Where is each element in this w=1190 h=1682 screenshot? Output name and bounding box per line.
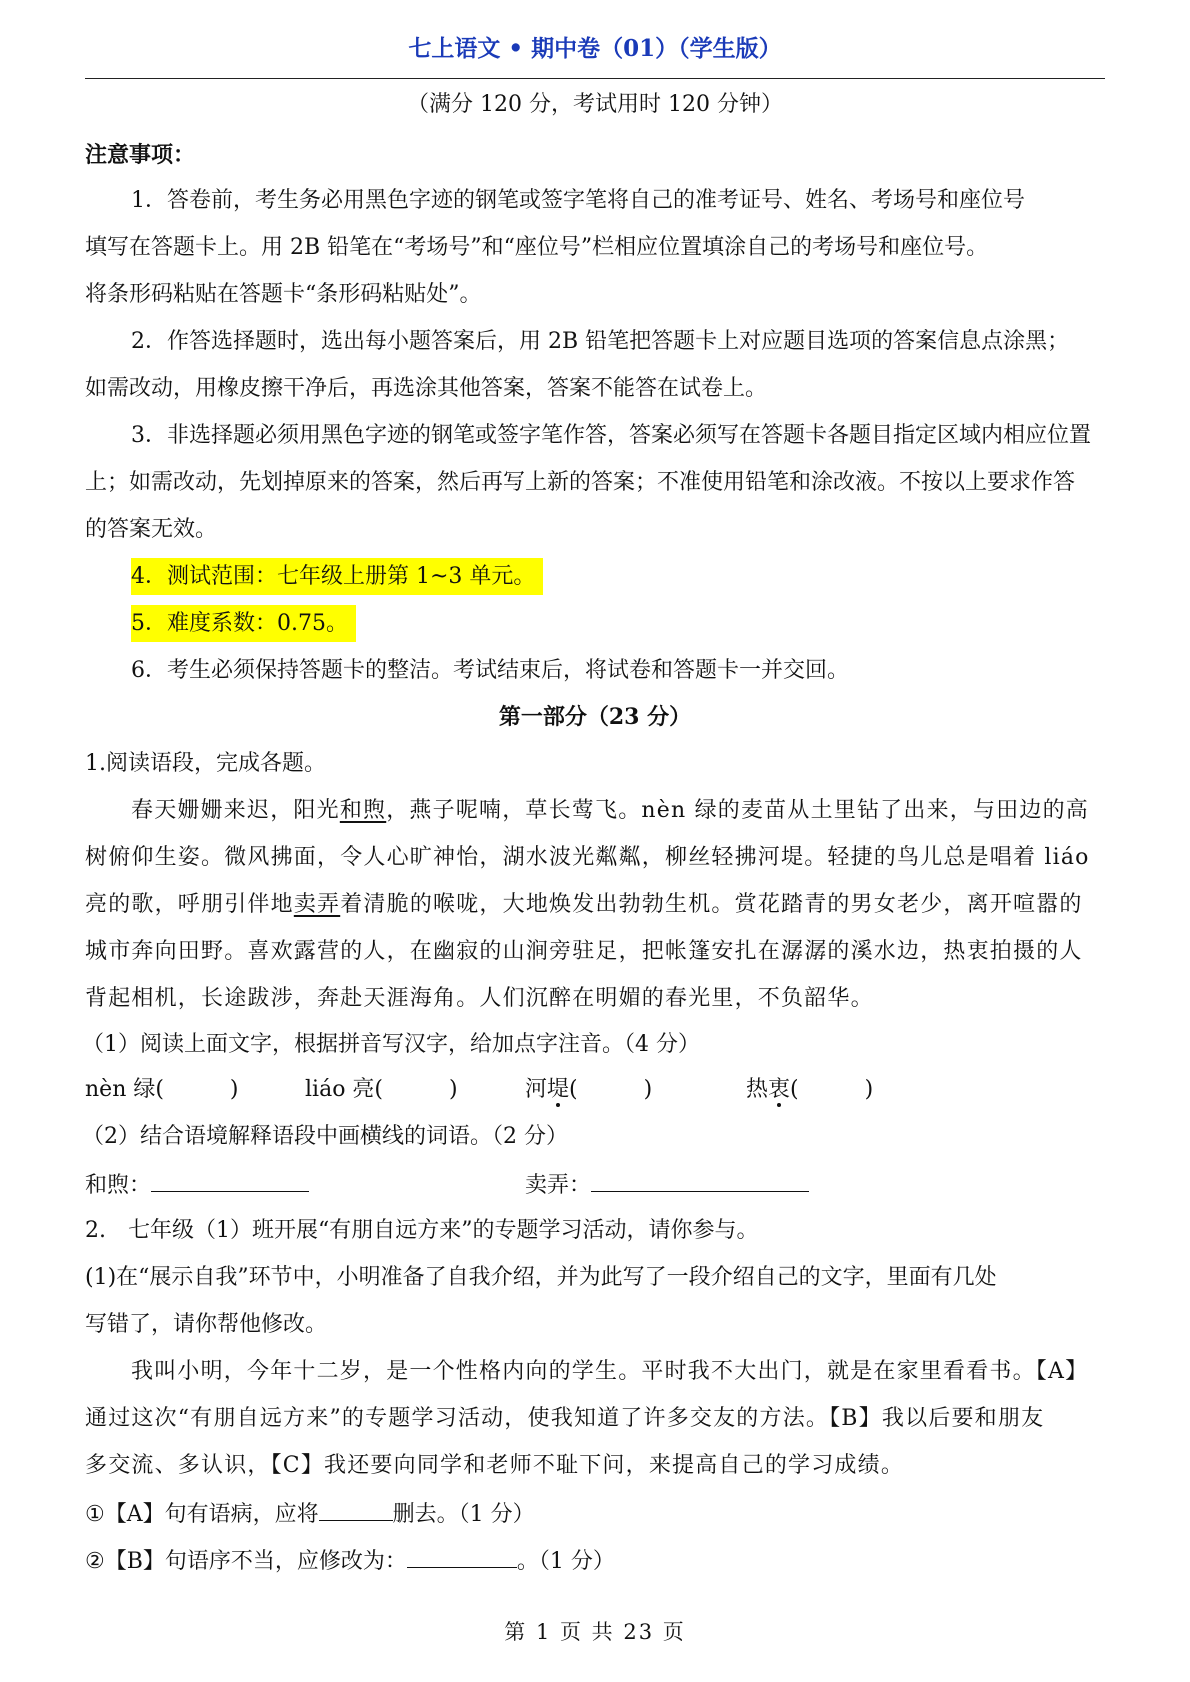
q1-blank-di-paren: ( ) bbox=[569, 1077, 653, 1102]
answer-blank-line[interactable] bbox=[151, 1169, 309, 1192]
q1-blank-nen[interactable]: nèn 绿( ) bbox=[85, 1077, 239, 1102]
q2-item-a bbox=[85, 1498, 1105, 1530]
q2-item-b-text: ②【B】句语序不当，应修改为： bbox=[85, 1549, 407, 1574]
page-number: 第 1 页 共 23 页 bbox=[504, 1620, 686, 1644]
q1-passage-text: 着清脆的喉咙，大地焕发出勃勃生机。赏花踏青的男女老少，离开喧嚣的 bbox=[340, 892, 1083, 917]
q2-item-b bbox=[85, 1545, 1105, 1577]
note-1-line-1: 1．答卷前，考生务必用黑色字迹的钢笔或签字笔将自己的准考证号、姓名、考场号和座位号 bbox=[131, 188, 1026, 213]
q2-item-b-text: 。（1 分） bbox=[516, 1549, 615, 1574]
q1-sub2-prompt: （2）结合语境解释语段中画横线的词语。（2 分） bbox=[82, 1124, 568, 1149]
q2-stem: 2. 七年级（1）班开展“有朋自远方来”的专题学习活动，请你参与。 bbox=[85, 1218, 759, 1243]
q2-sub1-line-1: (1)在“展示自我”环节中，小明准备了自我介绍，并为此写了一段介绍自己的文字，里面有几处 bbox=[85, 1265, 997, 1290]
exam-subtitle: （满分 120 分，考试用时 120 分钟） bbox=[407, 92, 783, 117]
notes-heading: 注意事项： bbox=[85, 142, 196, 168]
underlined-word-hexu: 和煦 bbox=[339, 798, 387, 823]
note-2-line-2: 如需改动，用橡皮擦干净后，再选涂其他答案，答案不能答在试卷上。 bbox=[85, 376, 768, 401]
q2-passage-line-3: 多交流、多认识，【C】我还要向同学和老师不耻下问，来提高自己的学习成绩。 bbox=[85, 1453, 905, 1478]
q1-answer-mainong-label: 卖弄： bbox=[525, 1173, 592, 1198]
dotted-char-di: 堤 bbox=[547, 1077, 570, 1102]
q2-item-a-text: 删去。（1 分） bbox=[392, 1502, 535, 1527]
section-1-title: 第一部分（23 分） bbox=[498, 704, 692, 730]
q2-passage-line-2: 通过这次“有朋自远方来”的专题学习活动，使我知道了许多交友的方法。【B】我以后要和朋友 bbox=[85, 1406, 1045, 1431]
exam-title: 七上语文 • 期中卷（01）（学生版） bbox=[408, 35, 782, 62]
q1-blank-di[interactable] bbox=[525, 1075, 652, 1105]
q2-sub1-line-2: 写错了，请你帮他修改。 bbox=[85, 1312, 328, 1337]
answer-blank-line[interactable] bbox=[591, 1169, 809, 1192]
q1-blank-zhong-paren: ( ) bbox=[790, 1077, 874, 1102]
note-4 bbox=[131, 562, 1105, 592]
q1-answer-hexu-label: 和煦： bbox=[85, 1173, 152, 1198]
q2-item-a-text: ①【A】句有语病，应将 bbox=[85, 1502, 319, 1527]
q1-answer-hexu[interactable] bbox=[85, 1169, 309, 1201]
header-divider bbox=[85, 78, 1105, 79]
note-5-highlight: 5．难度系数：0.75。 bbox=[131, 605, 356, 642]
q1-passage-line-4: 城市奔向田野。喜欢露营的人，在幽寂的山涧旁驻足，把帐篷安扎在潺潺的溪水边，热衷拍摄的人 bbox=[85, 939, 1083, 964]
note-3-line-3: 的答案无效。 bbox=[85, 517, 218, 542]
q1-blank-liao[interactable]: liáo 亮( ) bbox=[305, 1077, 458, 1102]
note-1-line-2: 填写在答题卡上。用 2B 铅笔在“考场号”和“座位号”栏相应位置填涂自己的考场号和座位号。 bbox=[85, 235, 989, 260]
note-2-line-1: 2．作答选择题时，选出每小题答案后，用 2B 铅笔把答题卡上对应题目选项的答案信息点涂黑； bbox=[131, 329, 1070, 354]
note-6: 6．考生必须保持答题卡的整洁。考试结束后，将试卷和答题卡一并交回。 bbox=[131, 658, 849, 683]
note-3-line-2: 上；如需改动，先划掉原来的答案，然后再写上新的答案；不准使用铅笔和涂改液。不按以上要求作答 bbox=[85, 470, 1076, 495]
note-5 bbox=[131, 609, 1105, 639]
note-1-line-3: 将条形码粘贴在答题卡“条形码粘贴处”。 bbox=[85, 282, 482, 307]
q1-passage-text: 亮的歌，呼朋引伴地 bbox=[85, 892, 294, 917]
q1-blank-di-text: 河 bbox=[525, 1077, 548, 1102]
q1-passage-text: ，燕子呢喃，草长莺飞。nèn 绿的麦苗从土里钻了出来，与田边的高 bbox=[386, 798, 1089, 823]
q1-passage-line-5: 背起相机，长途跋涉，奔赴天涯海角。人们沉醉在明媚的春光里，不负韶华。 bbox=[85, 986, 874, 1011]
q1-blank-zhong-text: 热 bbox=[746, 1077, 769, 1102]
q1-passage-line-1 bbox=[131, 796, 1105, 826]
dotted-char-zhong: 衷 bbox=[768, 1077, 791, 1102]
underlined-word-mainong: 卖弄 bbox=[293, 892, 341, 917]
q1-answer-mainong[interactable] bbox=[525, 1169, 809, 1201]
note-3-line-1: 3．非选择题必须用黑色字迹的钢笔或签字笔作答，答案必须写在答题卡各题目指定区域内相应位置 bbox=[131, 423, 1092, 448]
answer-blank-line[interactable] bbox=[407, 1545, 517, 1568]
q2-passage-line-1: 我叫小明，今年十二岁，是一个性格内向的学生。平时我不大出门，就是在家里看看书。【A】 bbox=[131, 1359, 1089, 1384]
q1-passage-line-3 bbox=[85, 890, 1105, 920]
q1-blank-zhong[interactable] bbox=[746, 1075, 873, 1105]
q1-stem: 1.阅读语段，完成各题。 bbox=[85, 751, 326, 776]
answer-blank-line[interactable] bbox=[319, 1498, 393, 1521]
q1-passage-text: 春天姗姗来迟，阳光 bbox=[131, 798, 340, 823]
note-4-highlight: 4．测试范围：七年级上册第 1~3 单元。 bbox=[131, 558, 543, 595]
q1-sub1-prompt: （1）阅读上面文字，根据拼音写汉字，给加点字注音。（4 分） bbox=[82, 1032, 700, 1057]
q1-passage-line-2: 树俯仰生姿。微风拂面，令人心旷神怡，湖水波光粼粼，柳丝轻拂河堤。轻捷的鸟儿总是唱着 liáo bbox=[85, 845, 1090, 870]
